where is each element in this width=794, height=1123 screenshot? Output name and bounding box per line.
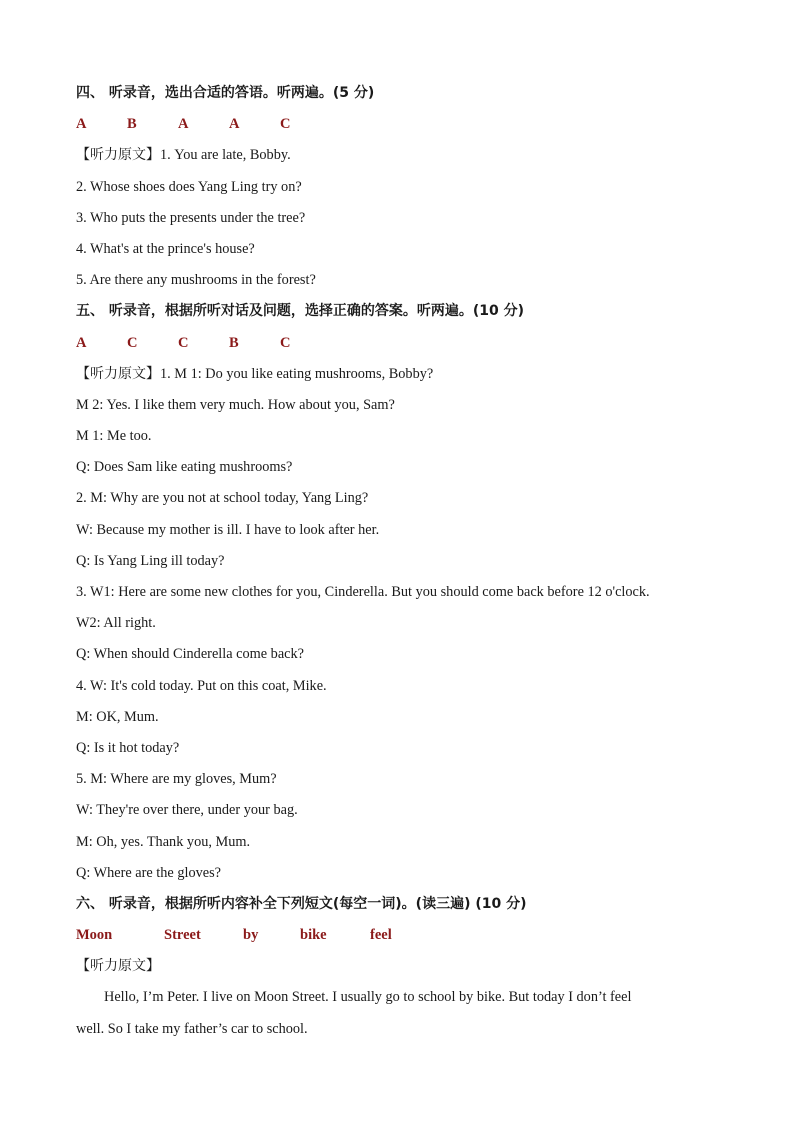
transcript-line [76,359,726,390]
transcript-tag: 【听力原文】 [76,147,160,164]
answer-4: A [229,116,240,133]
transcript-line: 3. W1: Here are some new clothes for you, Cinderella. But you should come back before 12 o'clock. [76,584,650,600]
transcript-line: 4. What's at the prince's house? [76,240,255,257]
transcript-line [76,140,726,171]
transcript-line: 5. Are there any mushrooms in the forest? [76,272,316,289]
answer-4: B [229,334,239,351]
answer-2: B [127,116,137,133]
transcript-line: M 2: Yes. I like them very much. How about you, Sam? [76,396,395,413]
passage-line-2: well. So I take my father’s car to school. [76,1020,308,1037]
transcript-tag: 【听力原文】 [76,365,160,382]
answer-3: by [243,927,259,944]
section-6-heading: 六、 听录音，根据所听内容补全下列短文(每空一词)。(读三遍) (10 分) [76,895,527,912]
section-6-answers [76,920,726,951]
answer-1: A [76,116,87,133]
answer-3: A [178,116,189,133]
answer-5: C [280,116,291,133]
section-5-answers [76,328,726,359]
transcript-line: W2: All right. [76,615,156,632]
section-4-answers [76,109,726,140]
section-5-heading: 五、 听录音，根据所听对话及问题，选择正确的答案。听两遍。(10 分) [76,303,525,320]
transcript-line: M 1: Me too. [76,428,152,445]
transcript-text: 1. You are late, Bobby. [160,147,291,164]
answer-2: C [127,334,138,351]
answer-1: Moon [76,927,113,944]
transcript-line: Q: Is it hot today? [76,739,180,756]
transcript-line: W: They're over there, under your bag. [76,802,298,819]
transcript-line: 4. W: It's cold today. Put on this coat, Mike. [76,677,327,694]
transcript-line: 2. Whose shoes does Yang Ling try on? [76,178,302,195]
transcript-line: Q: When should Cinderella come back? [76,646,305,663]
transcript-line: W: Because my mother is ill. I have to look after her. [76,521,380,538]
transcript-line: Q: Where are the gloves? [76,864,222,881]
transcript-line: Q: Does Sam like eating mushrooms? [76,459,293,476]
answer-3: C [178,334,189,351]
transcript-line: 5. M: Where are my gloves, Mum? [76,771,277,788]
transcript-line: 3. Who puts the presents under the tree? [76,209,306,226]
transcript-line: M: OK, Mum. [76,708,159,725]
answer-1: A [76,334,87,351]
transcript-line: M: Oh, yes. Thank you, Mum. [76,833,251,850]
answer-2: Street [164,927,201,944]
answer-4: bike [300,927,327,944]
answer-5: C [280,334,291,351]
answer-5: feel [370,927,392,944]
transcript-line: Q: Is Yang Ling ill today? [76,552,225,569]
transcript-text: 1. M 1: Do you like eating mushrooms, Bobby? [160,365,434,382]
document-page [76,78,726,1045]
transcript-line: 2. M: Why are you not at school today, Yang Ling? [76,490,369,507]
transcript-tag: 【听力原文】 [76,958,160,975]
passage-line-1: Hello, I’m Peter. I live on Moon Street. I usually go to school by bike. But today I don’t feel [104,989,632,1006]
section-4-heading: 四、 听录音，选出合适的答语。听两遍。(5 分) [76,85,375,101]
